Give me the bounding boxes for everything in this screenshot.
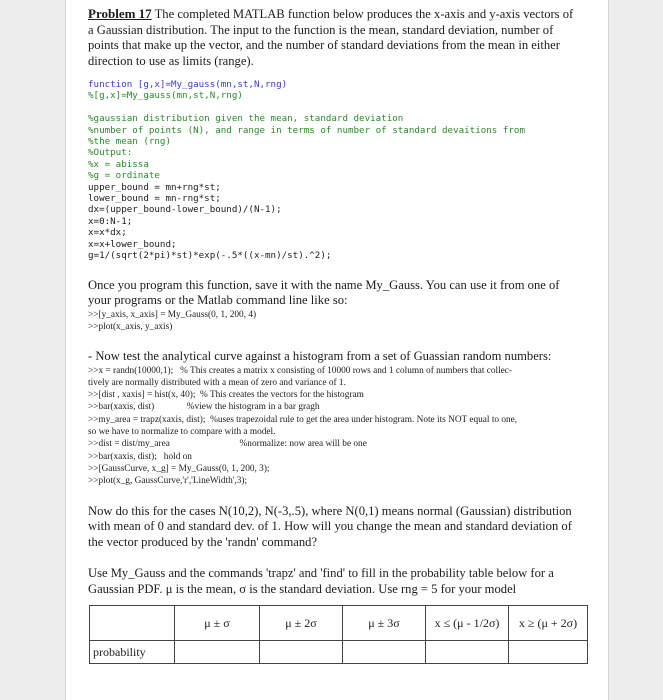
code-line: %the mean (rng) [88,136,171,148]
table-row-label: probability [90,641,175,664]
table-header-cell: μ ± σ [175,606,260,641]
table-header-row [90,606,588,641]
document-page [65,0,609,700]
command-line: >>[GaussCurve, x_g] = My_Gauss(0, 1, 200, 3); [88,463,270,474]
problem-intro-text: The completed MATLAB function below produces the x-axis and y-axis vectors of a Gaussian distribution. The input to the function is the mean, standard deviation, number of points that make up the vector, and the number of standard deviations from the mean in either direction to use as limits (range). [88,7,574,68]
save-instructions: Once you program this function, save it with the name My_Gauss. You can use it from one of your programs or the Matlab command line like so: [88,277,560,307]
command-line: >>[dist , xaxis] = hist(x, 40); % This creates the vectors for the histogram [88,390,364,401]
table-row [90,641,588,664]
table-cell[interactable] [260,641,343,664]
code-line: x=x*dx; [88,227,127,239]
problem-title: Problem 17 [88,6,152,21]
code-line: lower_bound = mn-rng*st; [88,193,221,205]
command-line: >>plot(x_g, GaussCurve,'r','LineWidth',3); [88,476,248,487]
command-line: >>bar(xaxis, dist); hold on [88,451,192,462]
code-line: %[g,x]=My_gauss(mn,st,N,rng) [88,90,243,102]
test-commands [88,365,578,488]
problem-intro [88,6,578,69]
probability-table [89,605,588,664]
table-cell[interactable] [343,641,426,664]
code-line: %g = ordinate [88,170,160,182]
table-header-cell: μ ± 3σ [343,606,426,641]
code-line: %number of points (N), and range in terms of number of standard devaitions from [88,124,525,136]
command-examples [88,309,578,334]
code-line: x=0:N-1; [88,215,133,227]
command-line: so we have to normalize to compare with a model. [88,427,276,438]
command-line: >>my_area = trapz(xaxis, dist); %uses trapezoidal rule to get the area under histogram. Note its NOT equal to one, [88,414,518,425]
code-line: g=1/(sqrt(2*pi)*st)*exp(-.5*((x-mn)/st).^2); [88,250,332,262]
table-cell[interactable] [175,641,260,664]
table-header-cell: x ≥ (μ + 2σ) [509,606,588,641]
matlab-code-block [88,79,608,262]
table-header-cell [90,606,175,641]
use-mygauss-paragraph: Use My_Gauss and the commands 'trapz' and 'find' to fill in the probability table below for a Gaussian PDF. μ is the mean, σ is the standard deviation. Use rng = 5 for your model [88,566,554,596]
code-line: dx=(upper_bound-lower_bound)/(N-1); [88,204,282,216]
table-header-cell: x ≤ (μ - 1/2σ) [426,606,509,641]
table-cell[interactable] [426,641,509,664]
code-line: %gaussian distribution given the mean, standard deviation [88,113,404,125]
now-do-paragraph: Now do this for the cases N(10,2), N(-3,.5), where N(0,1) means normal (Gaussian) distribution with mean of 0 and standard dev. of 1. How will you change the mean and standard deviation of the vector produced by the 'randn' command? [88,503,572,549]
code-line: x=x+lower_bound; [88,238,177,250]
command-line: >>plot(x_axis, y_axis) [88,321,173,332]
code-line: %x = abissa [88,158,149,170]
command-line: >>[y_axis, x_axis] = My_Gauss(0, 1, 200, 4) [88,309,257,320]
test-heading: - Now test the analytical curve against a histogram from a set of Guassian random numbers: [88,349,552,364]
command-line: >>dist = dist/my_area %normalize: now area will be one [88,439,367,450]
code-line: upper_bound = mn+rng*st; [88,181,221,193]
code-line: function [g,x]=My_gauss(mn,st,N,rng) [88,79,288,90]
code-line: %Output: [88,147,133,159]
command-line: >>bar(xaxis, dist) %view the histogram in a bar gragh [88,402,320,413]
command-line: tively are normally distributed with a mean of zero and variance of 1. [88,377,346,388]
table-header-cell: μ ± 2σ [260,606,343,641]
table-cell[interactable] [509,641,588,664]
command-line: >>x = randn(10000,1); % This creates a matrix x consisting of 10000 rows and 1 column of numbers that collec- [88,365,513,376]
